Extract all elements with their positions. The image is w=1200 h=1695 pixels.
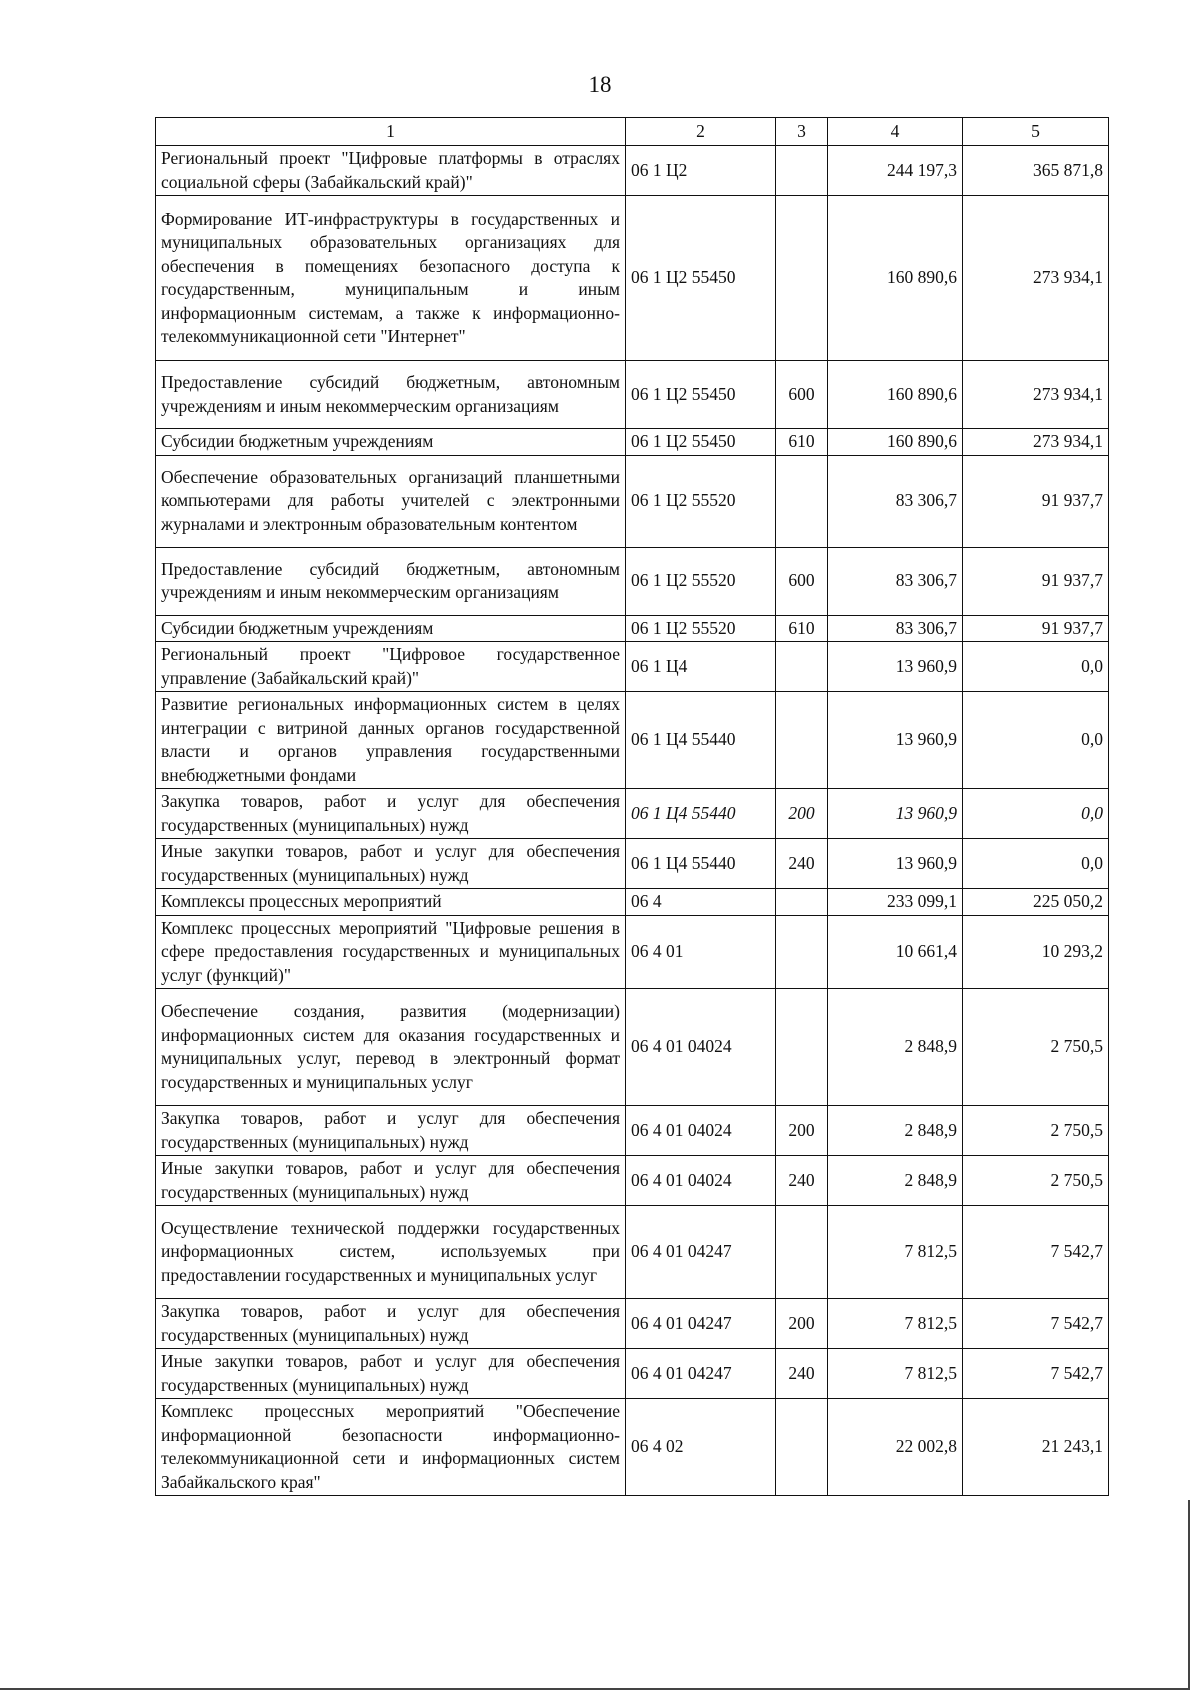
scan-edge-line bbox=[1188, 1500, 1190, 1690]
row-amount-col4: 160 890,6 bbox=[828, 429, 963, 456]
row-amount-col5: 273 934,1 bbox=[963, 361, 1109, 429]
table-row bbox=[156, 839, 1109, 889]
row-code: 06 1 Ц2 55450 bbox=[626, 361, 776, 429]
row-code: 06 4 01 bbox=[626, 915, 776, 989]
row-amount-col5: 225 050,2 bbox=[963, 889, 1109, 916]
row-amount-col5: 273 934,1 bbox=[963, 429, 1109, 456]
row-amount-col4: 7 812,5 bbox=[828, 1206, 963, 1299]
table-row bbox=[156, 889, 1109, 916]
row-amount-col4: 2 848,9 bbox=[828, 1106, 963, 1156]
row-amount-col4: 233 099,1 bbox=[828, 889, 963, 916]
table-row bbox=[156, 1399, 1109, 1496]
row-amount-col5: 91 937,7 bbox=[963, 455, 1109, 547]
row-description: Формирование ИТ-инфраструктуры в государственных и муниципальных образовательных организациях для обеспечения в помещениях безопасного доступа к государственным, муниципальным и иным информационным системам, а также к информационно-телекоммуникационной сети "Интернет" bbox=[156, 196, 626, 361]
row-amount-col4: 83 306,7 bbox=[828, 455, 963, 547]
row-expense-type: 610 bbox=[776, 429, 828, 456]
table-row bbox=[156, 642, 1109, 692]
column-header-3: 3 bbox=[776, 118, 828, 146]
row-expense-type bbox=[776, 915, 828, 989]
row-expense-type bbox=[776, 1206, 828, 1299]
row-code: 06 4 01 04024 bbox=[626, 989, 776, 1106]
row-expense-type bbox=[776, 989, 828, 1106]
row-amount-col5: 0,0 bbox=[963, 789, 1109, 839]
row-description: Закупка товаров, работ и услуг для обеспечения государственных (муниципальных) нужд bbox=[156, 789, 626, 839]
row-code: 06 4 bbox=[626, 889, 776, 916]
row-expense-type bbox=[776, 455, 828, 547]
row-amount-col5: 0,0 bbox=[963, 839, 1109, 889]
column-header-2: 2 bbox=[626, 118, 776, 146]
row-code: 06 1 Ц2 bbox=[626, 146, 776, 196]
row-amount-col5: 2 750,5 bbox=[963, 1106, 1109, 1156]
row-amount-col5: 7 542,7 bbox=[963, 1206, 1109, 1299]
table-row bbox=[156, 789, 1109, 839]
row-description: Субсидии бюджетным учреждениям bbox=[156, 429, 626, 456]
row-expense-type bbox=[776, 692, 828, 789]
table-row bbox=[156, 196, 1109, 361]
table-row bbox=[156, 547, 1109, 615]
row-amount-col5: 365 871,8 bbox=[963, 146, 1109, 196]
row-expense-type: 240 bbox=[776, 839, 828, 889]
row-description: Региональный проект "Цифровое государственное управление (Забайкальский край)" bbox=[156, 642, 626, 692]
column-header-1: 1 bbox=[156, 118, 626, 146]
row-amount-col5: 7 542,7 bbox=[963, 1349, 1109, 1399]
row-code: 06 1 Ц4 bbox=[626, 642, 776, 692]
table-body bbox=[156, 146, 1109, 1496]
row-code: 06 1 Ц2 55520 bbox=[626, 615, 776, 642]
table-row bbox=[156, 615, 1109, 642]
row-code: 06 4 02 bbox=[626, 1399, 776, 1496]
row-amount-col5: 10 293,2 bbox=[963, 915, 1109, 989]
row-amount-col5: 91 937,7 bbox=[963, 615, 1109, 642]
row-amount-col4: 7 812,5 bbox=[828, 1299, 963, 1349]
row-description: Комплекс процессных мероприятий "Обеспечение информационной безопасности информационно-телекоммуникационной сети и информационных систем Забайкальского края" bbox=[156, 1399, 626, 1496]
row-expense-type: 240 bbox=[776, 1349, 828, 1399]
row-code: 06 1 Ц4 55440 bbox=[626, 789, 776, 839]
row-amount-col5: 7 542,7 bbox=[963, 1299, 1109, 1349]
row-description: Иные закупки товаров, работ и услуг для обеспечения государственных (муниципальных) нужд bbox=[156, 839, 626, 889]
row-description: Комплекс процессных мероприятий "Цифровые решения в сфере предоставления государственных и муниципальных услуг (функций)" bbox=[156, 915, 626, 989]
row-code: 06 4 01 04247 bbox=[626, 1299, 776, 1349]
table-row bbox=[156, 989, 1109, 1106]
row-description: Предоставление субсидий бюджетным, автономным учреждениям и иным некоммерческим организациям bbox=[156, 547, 626, 615]
row-expense-type bbox=[776, 196, 828, 361]
row-description: Субсидии бюджетным учреждениям bbox=[156, 615, 626, 642]
row-description: Развитие региональных информационных систем в целях интеграции с витриной данных органов государственной власти и органов управления государственными внебюджетными фондами bbox=[156, 692, 626, 789]
row-amount-col5: 273 934,1 bbox=[963, 196, 1109, 361]
table-row bbox=[156, 361, 1109, 429]
row-amount-col5: 2 750,5 bbox=[963, 1156, 1109, 1206]
row-amount-col5: 2 750,5 bbox=[963, 989, 1109, 1106]
row-description: Иные закупки товаров, работ и услуг для обеспечения государственных (муниципальных) нужд bbox=[156, 1156, 626, 1206]
row-amount-col4: 2 848,9 bbox=[828, 1156, 963, 1206]
budget-table bbox=[155, 117, 1109, 1496]
row-description: Обеспечение создания, развития (модернизации) информационных систем для оказания государственных и муниципальных услуг, перевод в электронный формат государственных и муниципальных услуг bbox=[156, 989, 626, 1106]
row-amount-col4: 13 960,9 bbox=[828, 642, 963, 692]
row-code: 06 1 Ц2 55520 bbox=[626, 547, 776, 615]
row-expense-type: 610 bbox=[776, 615, 828, 642]
table-row bbox=[156, 915, 1109, 989]
row-code: 06 4 01 04024 bbox=[626, 1106, 776, 1156]
row-amount-col4: 13 960,9 bbox=[828, 839, 963, 889]
scan-bottom-line bbox=[0, 1688, 1190, 1690]
column-header-5: 5 bbox=[963, 118, 1109, 146]
row-code: 06 4 01 04247 bbox=[626, 1206, 776, 1299]
row-expense-type bbox=[776, 1399, 828, 1496]
row-amount-col5: 0,0 bbox=[963, 642, 1109, 692]
row-amount-col4: 13 960,9 bbox=[828, 692, 963, 789]
row-code: 06 1 Ц2 55450 bbox=[626, 196, 776, 361]
row-amount-col4: 10 661,4 bbox=[828, 915, 963, 989]
row-amount-col4: 160 890,6 bbox=[828, 196, 963, 361]
row-description: Комплексы процессных мероприятий bbox=[156, 889, 626, 916]
row-amount-col4: 244 197,3 bbox=[828, 146, 963, 196]
row-amount-col4: 13 960,9 bbox=[828, 789, 963, 839]
row-amount-col4: 22 002,8 bbox=[828, 1399, 963, 1496]
table-header-row bbox=[156, 118, 1109, 146]
column-header-4: 4 bbox=[828, 118, 963, 146]
row-amount-col5: 0,0 bbox=[963, 692, 1109, 789]
table-row bbox=[156, 1106, 1109, 1156]
row-description: Региональный проект "Цифровые платформы в отраслях социальной сферы (Забайкальский край)" bbox=[156, 146, 626, 196]
row-description: Закупка товаров, работ и услуг для обеспечения государственных (муниципальных) нужд bbox=[156, 1106, 626, 1156]
row-amount-col5: 21 243,1 bbox=[963, 1399, 1109, 1496]
table-row bbox=[156, 1299, 1109, 1349]
table-row bbox=[156, 1206, 1109, 1299]
row-expense-type: 200 bbox=[776, 1299, 828, 1349]
row-code: 06 1 Ц4 55440 bbox=[626, 839, 776, 889]
row-description: Иные закупки товаров, работ и услуг для обеспечения государственных (муниципальных) нужд bbox=[156, 1349, 626, 1399]
table-row bbox=[156, 146, 1109, 196]
row-amount-col5: 91 937,7 bbox=[963, 547, 1109, 615]
table-row bbox=[156, 1349, 1109, 1399]
page-number: 18 bbox=[588, 72, 612, 97]
row-expense-type: 600 bbox=[776, 361, 828, 429]
row-code: 06 1 Ц2 55450 bbox=[626, 429, 776, 456]
row-code: 06 4 01 04247 bbox=[626, 1349, 776, 1399]
row-description: Предоставление субсидий бюджетным, автономным учреждениям и иным некоммерческим организациям bbox=[156, 361, 626, 429]
row-code: 06 4 01 04024 bbox=[626, 1156, 776, 1206]
row-amount-col4: 160 890,6 bbox=[828, 361, 963, 429]
row-amount-col4: 83 306,7 bbox=[828, 615, 963, 642]
table-row bbox=[156, 1156, 1109, 1206]
row-amount-col4: 7 812,5 bbox=[828, 1349, 963, 1399]
row-expense-type: 240 bbox=[776, 1156, 828, 1206]
row-code: 06 1 Ц2 55520 bbox=[626, 455, 776, 547]
table-row bbox=[156, 455, 1109, 547]
row-expense-type: 600 bbox=[776, 547, 828, 615]
row-code: 06 1 Ц4 55440 bbox=[626, 692, 776, 789]
row-description: Обеспечение образовательных организаций планшетными компьютерами для работы учителей с электронными журналами и электронным образовательным контентом bbox=[156, 455, 626, 547]
row-amount-col4: 83 306,7 bbox=[828, 547, 963, 615]
row-amount-col4: 2 848,9 bbox=[828, 989, 963, 1106]
table-row bbox=[156, 692, 1109, 789]
table-row bbox=[156, 429, 1109, 456]
row-expense-type bbox=[776, 889, 828, 916]
row-expense-type bbox=[776, 642, 828, 692]
row-expense-type: 200 bbox=[776, 1106, 828, 1156]
row-description: Закупка товаров, работ и услуг для обеспечения государственных (муниципальных) нужд bbox=[156, 1299, 626, 1349]
row-description: Осуществление технической поддержки государственных информационных систем, используемых при предоставлении государственных и муниципальных услуг bbox=[156, 1206, 626, 1299]
row-expense-type bbox=[776, 146, 828, 196]
row-expense-type: 200 bbox=[776, 789, 828, 839]
